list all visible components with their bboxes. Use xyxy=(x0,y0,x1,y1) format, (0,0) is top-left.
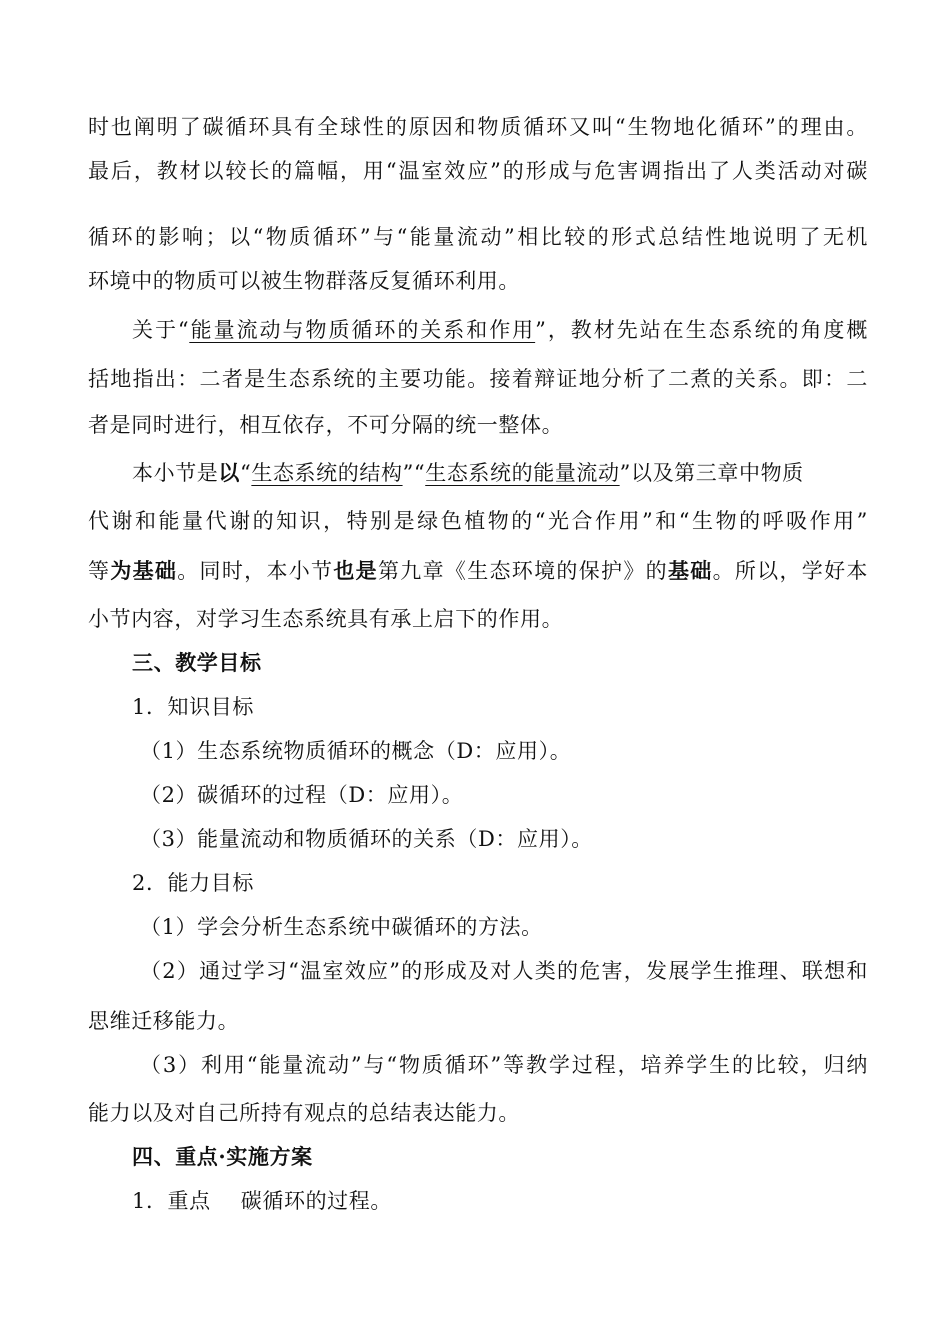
p2-line-3: 者是同时进行，相互依存，不可分隔的统一整体。 xyxy=(88,413,564,437)
p2-line-2: 括地指出：二者是生态系统的主要功能。接着辩证地分析了二煮的关系。即：二 xyxy=(88,367,868,391)
p3-l3-a: 等 xyxy=(88,559,111,583)
p2-underlined-phrase: 能量流动与物质循环的关系和作用 xyxy=(189,318,536,342)
p3-l3-e: 第九章《生态环境的保护》的 xyxy=(377,559,668,583)
p3-line-1 xyxy=(132,458,868,488)
p1-line-2: 最后，教材以较长的篇幅，用“温室效应”的形成与危害调指出了人类活动对碳 xyxy=(88,159,868,183)
key-point-text: 碳循环的过程。 xyxy=(240,1189,392,1213)
p3-l3-g: 。所以，学好本 xyxy=(712,559,868,583)
p3-quote-mid: ”“ xyxy=(402,461,426,485)
p3-line-2: 代谢和能量代谢的知识，特别是绿色植物的“光合作用”和“生物的呼吸作用” xyxy=(88,509,868,533)
p3-line-4: 小节内容，对学习生态系统具有承上启下的作用。 xyxy=(88,607,564,631)
key-point-1 xyxy=(132,1186,912,1216)
p3-bold-foundation: 基础 xyxy=(667,558,713,583)
p1-line-4: 环境中的物质可以被生物群落反复循环利用。 xyxy=(88,269,520,293)
knowledge-goal-2: （2）碳循环的过程（D：应用）。 xyxy=(140,783,464,807)
key-point-label: 1．重点 xyxy=(132,1189,211,1213)
p1-line-1: 时也阐明了碳循环具有全球性的原因和物质循环又叫“生物地化循环”的理由。 xyxy=(88,115,868,139)
ability-goal-1: （1）学会分析生态系统中碳循环的方法。 xyxy=(140,915,543,939)
p3-text-a: 本小节是 xyxy=(132,461,219,485)
p3-underlined-energy-flow: 生态系统的能量流动 xyxy=(425,461,620,485)
p1-line-3: 循环的影响；以“物质循环”与“能量流动”相比较的形式总结性地说明了无机 xyxy=(88,225,868,249)
knowledge-goal-3: （3）能量流动和物质循环的关系（D：应用）。 xyxy=(140,827,593,851)
ability-goal-3-line-1: （3）利用“能量流动”与“物质循环”等教学过程，培养学生的比较，归纳 xyxy=(140,1053,868,1077)
ability-goal-2-line-1: （2）通过学习“温室效应”的形成及对人类的危害，发展学生推理、联想和 xyxy=(140,959,868,983)
p2-line-1 xyxy=(132,315,868,345)
p3-bold-also: 也是 xyxy=(333,558,378,583)
p3-bold-basis: 为基础 xyxy=(110,558,178,583)
p3-l3-c: 。同时，本小节 xyxy=(177,559,334,583)
knowledge-goal-1: （1）生态系统物质循环的概念（D：应用）。 xyxy=(140,739,572,763)
p3-text-e: ”以及第三章中物质 xyxy=(619,461,804,485)
ability-goal-3-line-2: 能力以及对自己所持有观点的总结表达能力。 xyxy=(88,1101,520,1125)
section-4-heading: 四、重点·实施方案 xyxy=(132,1144,313,1169)
knowledge-goals-title: 1．知识目标 xyxy=(132,695,254,719)
p3-line-3 xyxy=(88,556,868,586)
ability-goals-title: 2．能力目标 xyxy=(132,871,254,895)
p3-bold-yi: 以 xyxy=(218,460,241,485)
p2-text-b: ”，教材先站在生态系统的角度概 xyxy=(535,318,868,342)
section-3-heading: 三、教学目标 xyxy=(132,650,262,675)
ability-goal-2-line-2: 思维迁移能力。 xyxy=(88,1009,240,1033)
p3-underlined-structure: 生态系统的结构 xyxy=(251,461,403,485)
p2-text-a: 关于“ xyxy=(132,318,190,342)
p3-quote-open: “ xyxy=(240,461,252,485)
